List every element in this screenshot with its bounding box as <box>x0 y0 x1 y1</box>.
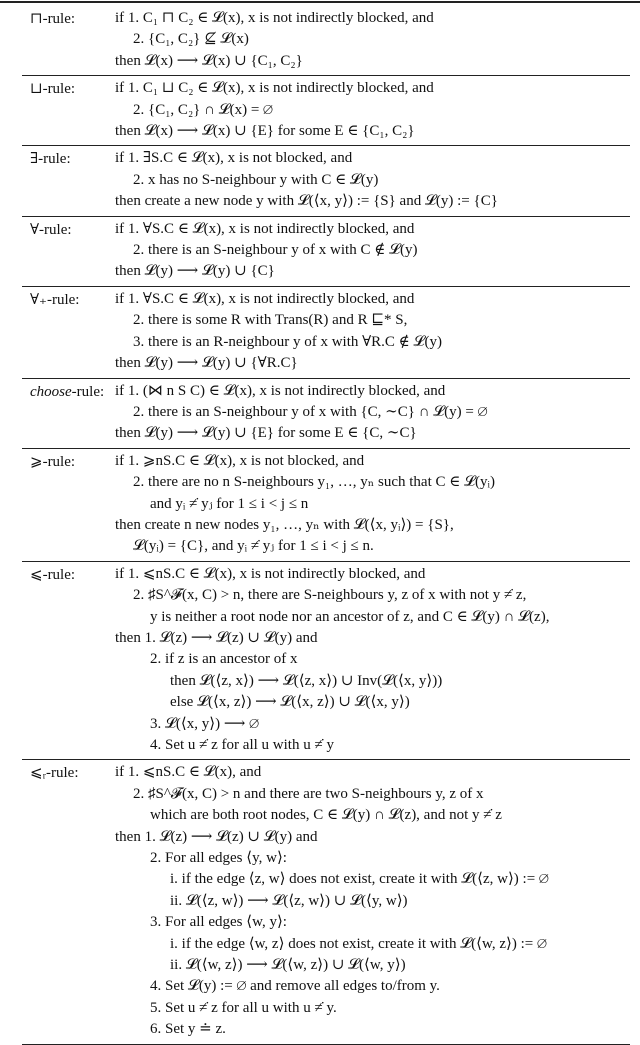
rule-line: which are both root nodes, C ∈ 𝓛(y) ∩ 𝓛(z), and not y ≠̇ z <box>150 807 502 824</box>
rule-line: then create n new nodes y₁, …, yₙ with 𝓛(⟨x, yᵢ⟩) = {S}, <box>115 516 454 533</box>
rule-line: then 𝓛(y) ⟶ 𝓛(y) ∪ {E} for some E ∈ {C, ∼C} <box>115 425 417 442</box>
rule-line: 2. ♯S^𝓕(x, C) > n, there are S-neighbours y, z of x with not y ≠̇ z, <box>133 587 527 604</box>
rule-line: i. if the edge ⟨z, w⟩ does not exist, create it with 𝓛(⟨z, w⟩) := ∅ <box>170 871 549 888</box>
tableau-rules-table <box>22 6 630 1045</box>
rule-line: then 𝓛(⟨z, x⟩) ⟶ 𝓛(⟨z, x⟩) ∪ Inv(𝓛(⟨x, y⟩)) <box>170 672 443 689</box>
rule-line: then 1. 𝓛(z) ⟶ 𝓛(z) ∪ 𝓛(y) and <box>115 828 318 845</box>
rule-line: if 1. ⩽nS.C ∈ 𝓛(x), and <box>115 764 262 781</box>
rule-line: ii. 𝓛(⟨w, z⟩) ⟶ 𝓛(⟨w, z⟩) ∪ 𝓛(⟨w, y⟩) <box>170 957 406 974</box>
rule-line: then create a new node y with 𝓛(⟨x, y⟩) := {S} and 𝓛(y) := {C} <box>115 193 498 210</box>
rule-line: if 1. ⩽nS.C ∈ 𝓛(x), x is not indirectly blocked, and <box>115 565 426 582</box>
rule-label: choose-rule: <box>30 383 105 400</box>
rule-line: 2. For all edges ⟨y, w⟩: <box>150 850 287 867</box>
rule-line: i. if the edge ⟨w, z⟩ does not exist, create it with 𝓛(⟨w, z⟩) := ∅ <box>170 935 547 952</box>
rule-label: ⩽-rule: <box>30 566 76 583</box>
rule-row <box>22 449 630 562</box>
rule-row <box>22 217 630 287</box>
rule-line: 3. For all edges ⟨w, y⟩: <box>150 914 287 931</box>
rule-line: 2. there are no n S-neighbours y₁, …, yₙ such that C ∈ 𝓛(yᵢ) <box>133 474 495 491</box>
top-rule-line <box>0 1 640 3</box>
rule-label: ∃-rule: <box>30 151 71 168</box>
rule-label-italic: choose <box>30 383 72 400</box>
rule-line: then 𝓛(x) ⟶ 𝓛(x) ∪ {E} for some E ∈ {C₁, C₂} <box>115 123 415 140</box>
rule-line: else 𝓛(⟨x, z⟩) ⟶ 𝓛(⟨x, z⟩) ∪ 𝓛(⟨x, y⟩) <box>170 694 410 711</box>
rule-row <box>22 146 630 216</box>
rule-label: ⩾-rule: <box>30 453 76 470</box>
rule-row <box>22 76 630 146</box>
rule-line: 2. {C₁, C₂} ∩ 𝓛(x) = ∅ <box>133 101 273 118</box>
rule-line: and yᵢ ≠̇ yⱼ for 1 ≤ i < j ≤ n <box>150 495 309 512</box>
rule-line: 6. Set y ≐ z. <box>150 1021 226 1038</box>
rule-line: ii. 𝓛(⟨z, w⟩) ⟶ 𝓛(⟨z, w⟩) ∪ 𝓛(⟨y, w⟩) <box>170 892 408 909</box>
rule-label: ⊓-rule: <box>30 11 76 27</box>
rule-label: ∀-rule: <box>30 221 72 238</box>
rule-line: if 1. C₁ ⊔ C₂ ∈ 𝓛(x), x is not indirectly blocked, and <box>115 80 434 97</box>
rule-line: 4. Set u ≠̇ z for all u with u ≠̇ y <box>150 737 334 753</box>
rule-line: then 1. 𝓛(z) ⟶ 𝓛(z) ∪ 𝓛(y) and <box>115 629 318 646</box>
rule-row <box>22 287 630 379</box>
rule-line: 2. there is an S-neighbour y of x with C ∉ 𝓛(y) <box>133 242 418 259</box>
rule-line: if 1. ∀S.C ∈ 𝓛(x), x is not indirectly blocked, and <box>115 220 415 237</box>
rule-label: ⩽ᵣ-rule: <box>30 765 79 782</box>
rule-line: if 1. ∃S.C ∈ 𝓛(x), x is not blocked, and <box>115 150 353 167</box>
rule-line: 2. there is an S-neighbour y of x with {C, ∼C} ∩ 𝓛(y) = ∅ <box>133 403 488 420</box>
rule-line: if 1. (⋈ n S C) ∈ 𝓛(x), x is not indirectly blocked, and <box>115 382 446 399</box>
rule-line: then 𝓛(y) ⟶ 𝓛(y) ∪ {∀R.C} <box>115 355 298 372</box>
rule-line: then 𝓛(x) ⟶ 𝓛(x) ∪ {C₁, C₂} <box>115 52 303 69</box>
rule-line: if 1. ⩾nS.C ∈ 𝓛(x), x is not blocked, and <box>115 452 365 469</box>
rule-line: 2. {C₁, C₂} ⊈ 𝓛(x) <box>133 31 249 48</box>
rule-row <box>22 760 630 1044</box>
rule-label: ⊔-rule: <box>30 81 76 98</box>
rule-line: y is neither a root node nor an ancestor of z, and C ∈ 𝓛(y) ∩ 𝓛(z), <box>150 608 550 625</box>
rule-row <box>22 379 630 449</box>
rule-line: 5. Set u ≠̇ z for all u with u ≠̇ y. <box>150 999 337 1016</box>
rule-line: 2. ♯S^𝓕(x, C) > n and there are two S-neighbours y, z of x <box>133 785 484 802</box>
rule-row <box>22 562 630 761</box>
rule-label: ∀₊-rule: <box>30 291 80 308</box>
rule-row <box>22 6 630 76</box>
rule-line: 3. 𝓛(⟨x, y⟩) ⟶ ∅ <box>150 715 260 732</box>
rule-line: if 1. ∀S.C ∈ 𝓛(x), x is not indirectly blocked, and <box>115 290 415 307</box>
rule-line: 3. there is an R-neighbour y of x with ∀R.C ∉ 𝓛(y) <box>133 333 442 350</box>
rule-line: 𝓛(yᵢ) = {C}, and yᵢ ≠̇ yⱼ for 1 ≤ i < j ≤ n. <box>133 538 374 555</box>
rule-line: 2. x has no S-neighbour y with C ∈ 𝓛(y) <box>133 171 379 188</box>
rule-line: 2. there is some R with Trans(R) and R ⊑* S, <box>133 312 408 329</box>
rule-line: 2. if z is an ancestor of x <box>150 651 298 668</box>
rule-line: then 𝓛(y) ⟶ 𝓛(y) ∪ {C} <box>115 263 275 280</box>
rule-line: 4. Set 𝓛(y) := ∅ and remove all edges to/from y. <box>150 978 440 995</box>
rule-line: if 1. C₁ ⊓ C₂ ∈ 𝓛(x), x is not indirectly blocked, and <box>115 10 434 26</box>
